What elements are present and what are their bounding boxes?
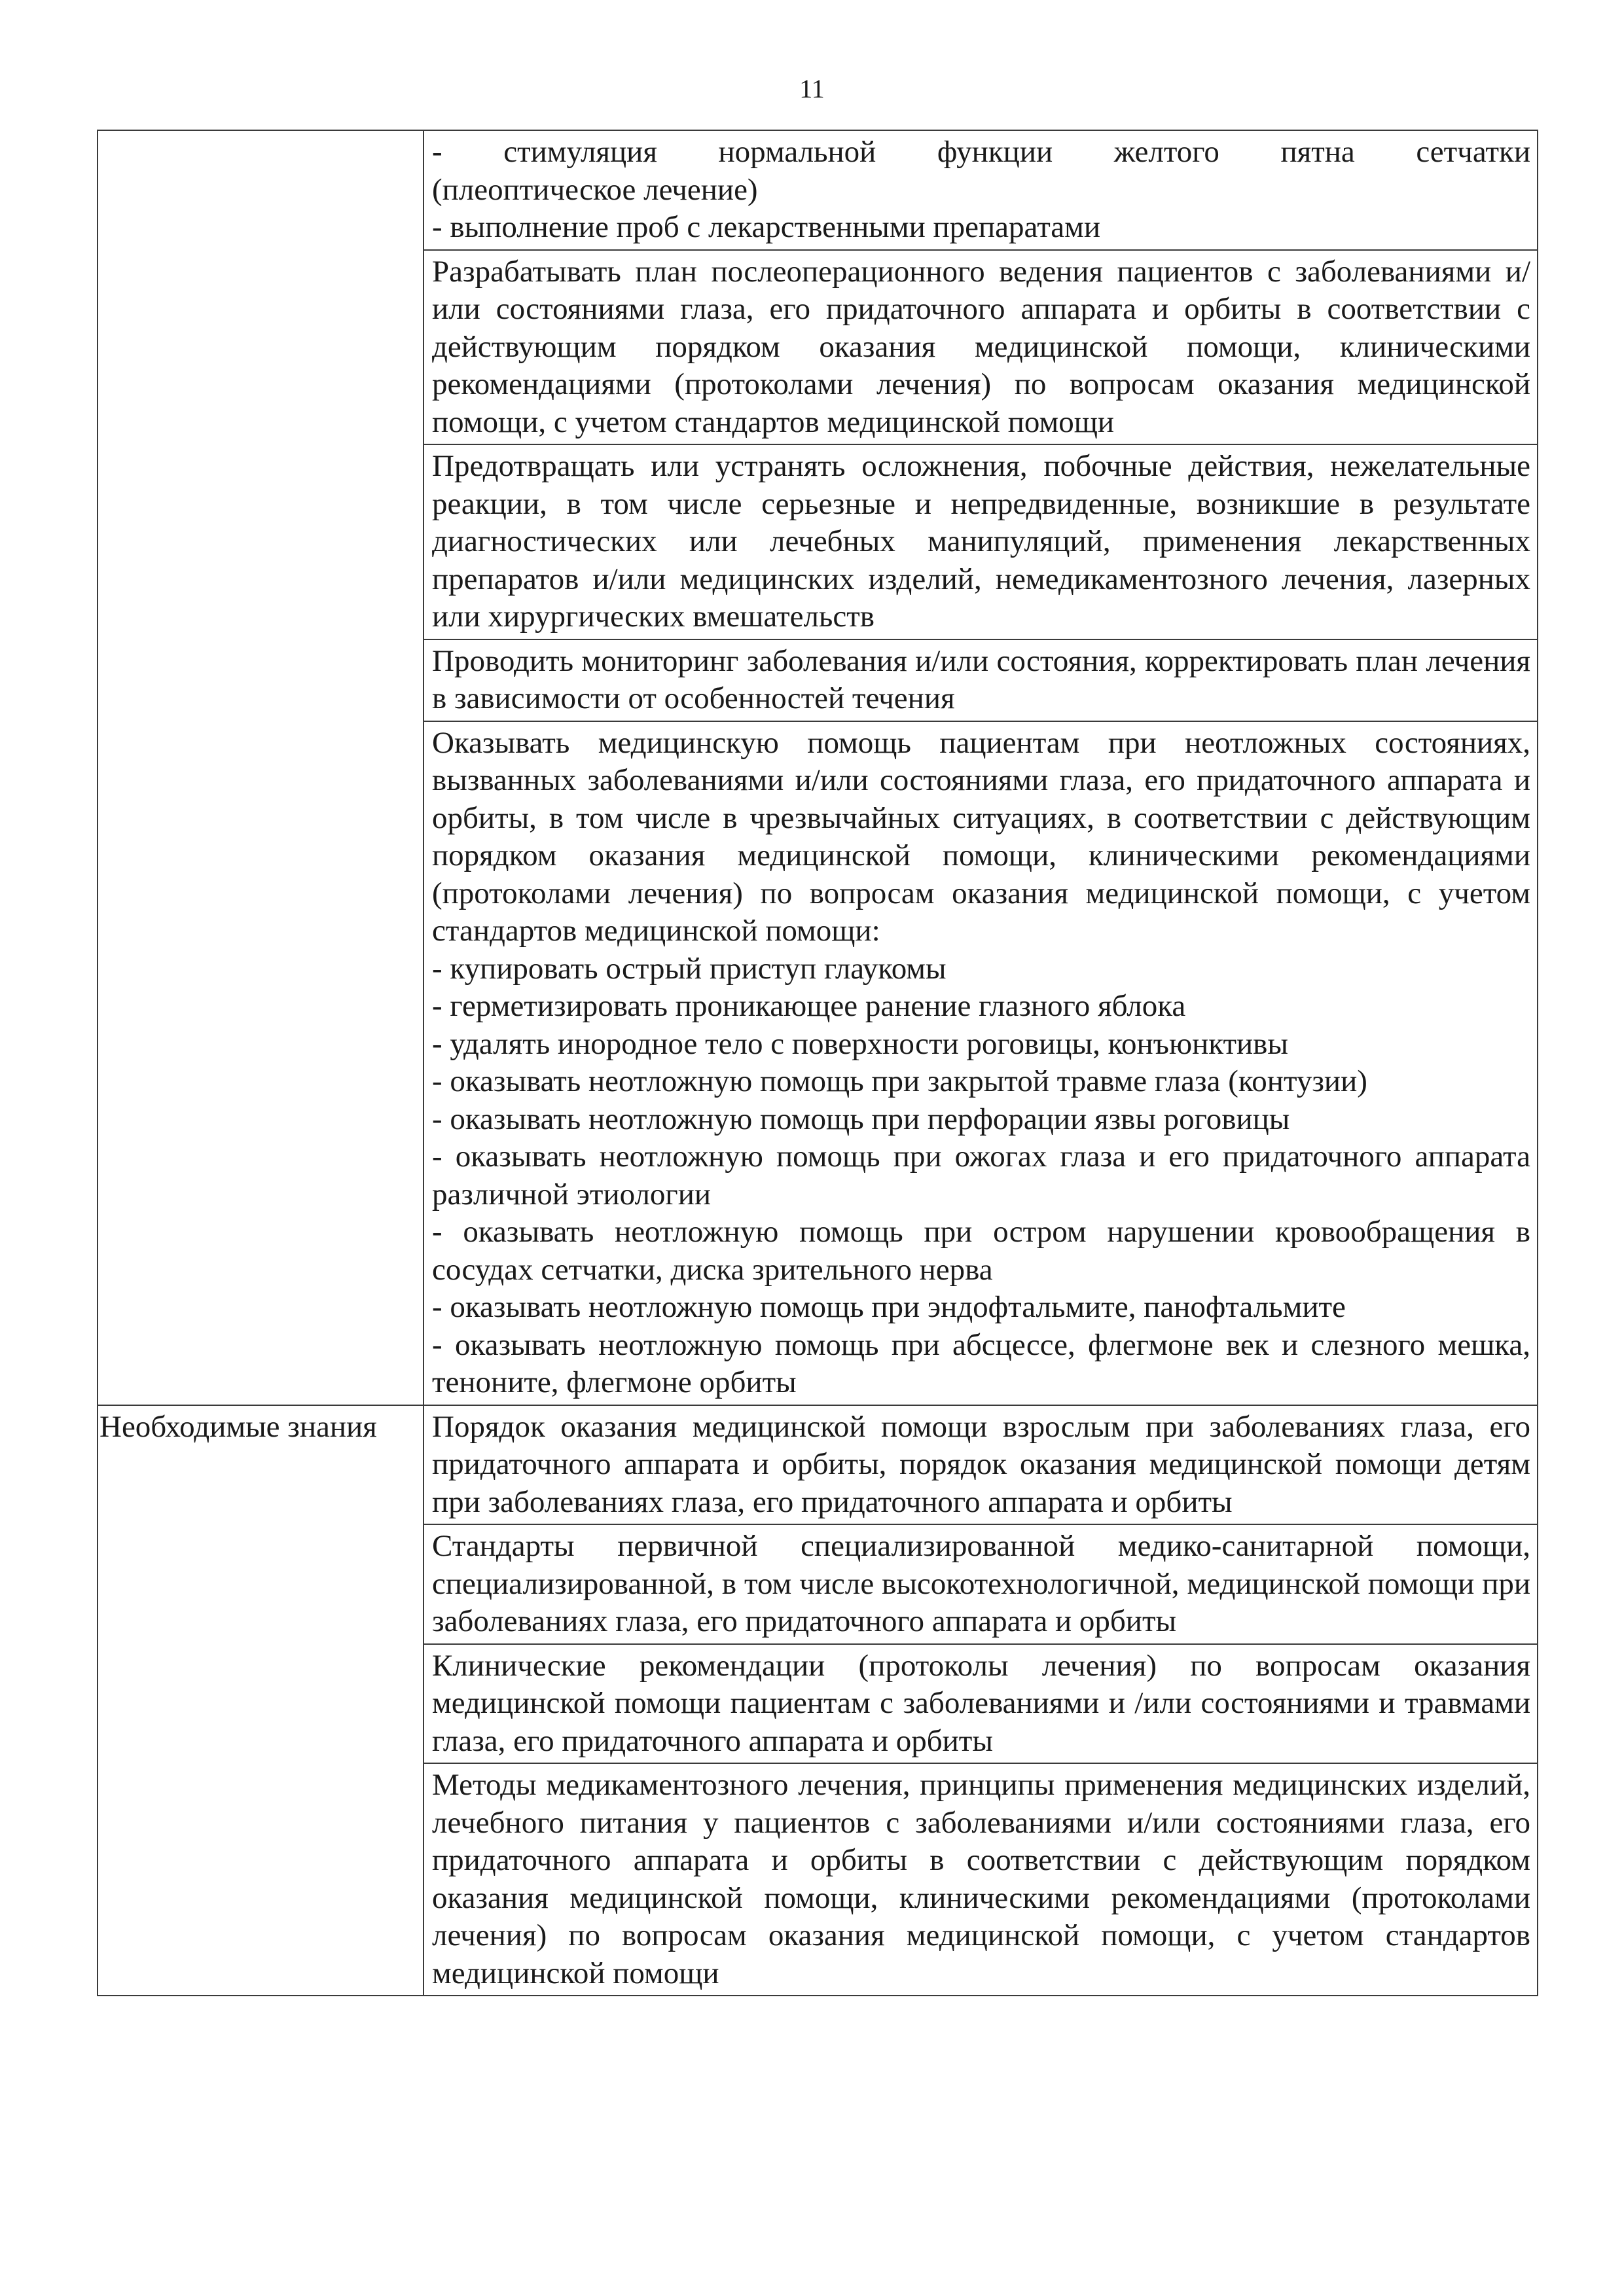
table-cell [424,250,1538,445]
list-item: - оказывать неотложную помощь при эндофтальмите, панофтальмите [432,1290,1346,1324]
list-item: - оказывать неотложную помощь при закрытой травме глаза (контузии) [432,1064,1367,1098]
page-number: 11 [799,74,825,103]
cell-paragraph: Оказывать медицинскую помощь пациентам при неотложных состояниях, вызванных заболеваниями и/или состояниями глаза, его придаточного аппарата и орбиты, в том числе в чрезвычайных ситуациях, в соответствии с действующим порядком оказания медицинской помощи, клиническими рекомендациями (протоколами лечения) по вопросам оказания медицинской помощи, с учетом стандартов медицинской помощи: [432,725,1530,948]
cell-paragraph: Порядок оказания медицинской помощи взрослым при заболеваниях глаза, его придаточного аппарата и орбиты, порядок оказания медицинской помощи детям при заболеваниях глаза, его придаточного аппарата и орбиты [432,1409,1530,1519]
table-cell [424,1644,1538,1764]
list-item-continuation: (плеоптическое лечение) [432,172,758,207]
list-item: - оказывать неотложную помощь при абсцессе, флегмоне век и слезного мешка, теноните, флегмоне орбиты [432,1327,1530,1399]
list-item: - стимуляция нормальной функции желтого пятна сетчатки [432,135,1530,169]
cell-paragraph: Клинические рекомендации (протоколы лечения) по вопросам оказания медицинской помощи пациентам с заболеваниями и /или состояниями и травмами глаза, его придаточного аппарата и орбиты [432,1648,1530,1758]
list-item: - выполнение проб с лекарственными препаратами [432,210,1101,244]
section-label-required-knowledge: Необходимые знания [98,1405,424,1996]
list-item: - оказывать неотложную помощь при ожогах глаза и его придаточного аппарата различной этиологии [432,1139,1530,1211]
list-item: - герметизировать проникающее ранение глазного яблока [432,989,1186,1023]
cell-paragraph: Методы медикаментозного лечения, принципы применения медицинских изделий, лечебного питания у пациентов с заболеваниями и/или состояниями глаза, его придаточного аппарата и орбиты в соответствии с действующим порядком оказания медицинской помощи, клиническими рекомендациями (протоколами лечения) по вопросам оказания медицинской помощи, с учетом стандартов медицинской помощи [432,1768,1530,1990]
table-cell [424,444,1538,639]
table-row [98,130,1538,250]
competency-table [97,130,1538,1996]
table-cell [424,1524,1538,1644]
cell-paragraph: Проводить мониторинг заболевания и/или состояния, корректировать план лечения в зависимости от особенностей течения [432,643,1530,715]
table-cell [424,130,1538,250]
cell-paragraph: Стандарты первичной специализированной медико-санитарной помощи, специализированной, в том числе высокотехнологичной, медицинской помощи при заболеваниях глаза, его придаточного аппарата и орбиты [432,1529,1530,1638]
list-item: - удалять инородное тело с поверхности роговицы, конъюнктивы [432,1026,1288,1061]
table-cell [424,639,1538,721]
list-item: - купировать острый приступ глаукомы [432,951,947,986]
table-cell [424,1763,1538,1996]
list-item: - оказывать неотложную помощь при остром нарушении кровообращения в сосудах сетчатки, диска зрительного нерва [432,1215,1530,1287]
table-cell [424,721,1538,1405]
table-row [98,1405,1538,1525]
cell-paragraph: Разрабатывать план послеоперационного ведения пациентов с заболеваниями и/или состояниями глаза, его придаточного аппарата и орбиты в соответствии с действующим порядком оказания медицинской помощи, клиническими рекомендациями (протоколами лечения) по вопросам оказания медицинской помощи, с учетом стандартов медицинской помощи [432,254,1530,439]
section-label-empty [98,130,424,1405]
cell-paragraph: Предотвращать или устранять осложнения, побочные действия, нежелательные реакции, в том числе серьезные и непредвиденные, возникшие в результате диагностических или лечебных манипуляций, применения лекарственных препаратов и/или медицинских изделий, немедикаментозного лечения, лазерных или хирургических вмешательств [432,449,1530,634]
list-item: - оказывать неотложную помощь при перфорации язвы роговицы [432,1102,1290,1136]
table-cell [424,1405,1538,1525]
